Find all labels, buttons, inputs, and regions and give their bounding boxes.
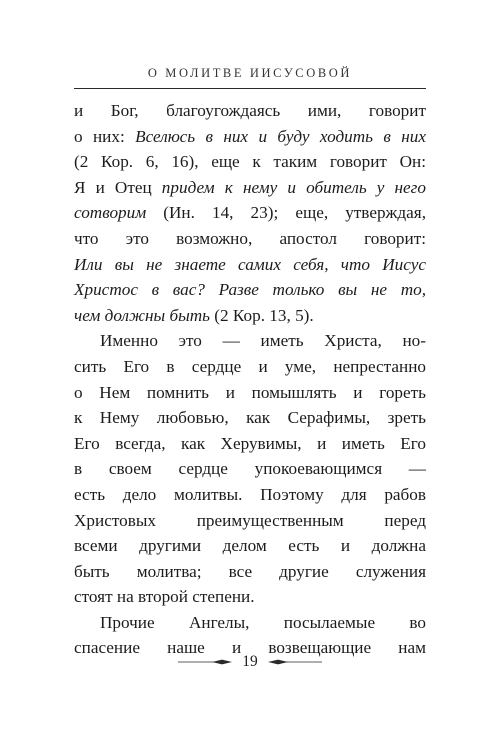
text-line (74, 456, 426, 482)
text-run: Христовых преимущественным перед (74, 510, 426, 530)
italic-quote-text: придем к нему и обитель у него (161, 177, 426, 197)
left-ornament-icon (178, 658, 232, 666)
page-number: 19 (242, 653, 258, 670)
italic-quote-text: Или вы не знаете самих себя, что Иисус (74, 254, 426, 274)
text-line (74, 252, 426, 278)
text-line (74, 277, 426, 303)
text-run: Прочие Ангелы, посылаемые во (100, 612, 426, 632)
text-line (74, 303, 426, 329)
text-run: спасение наше и возвещающие нам (74, 638, 426, 658)
text-run: Я и Отец (74, 177, 162, 197)
italic-quote-text: Христос в вас? Разве только вы не то, (74, 280, 426, 300)
text-line (74, 175, 426, 201)
text-line (74, 226, 426, 252)
text-line (74, 124, 426, 150)
text-line (74, 380, 426, 406)
text-line (74, 98, 426, 124)
text-line (74, 482, 426, 508)
text-line (74, 354, 426, 380)
text-line (74, 610, 426, 636)
running-header: О МОЛИТВЕ ИИСУСОВОЙ (147, 66, 353, 80)
text-line (74, 559, 426, 585)
text-line (74, 149, 426, 175)
text-line (74, 328, 426, 354)
text-run: Именно это — иметь Христа, но- (100, 331, 426, 351)
text-run: в своем сердце упокоевающимся — (74, 459, 426, 479)
italic-quote-text: Вселюсь в них и буду ходить в них (135, 126, 426, 146)
text-run: стоят на второй степени. (74, 587, 255, 607)
text-run: есть дело молитвы. Поэтому для рабов (74, 484, 426, 504)
text-run: сить Его в сердце и уме, непрестанно (74, 356, 426, 376)
text-run: Его всегда, как Херувимы, и иметь Его (74, 433, 426, 453)
page-body-text (74, 98, 426, 661)
text-run: всеми другими делом есть и должна (74, 536, 426, 556)
text-run: (2 Кор. 6, 16), еще к таким говорит Он: (74, 152, 426, 172)
text-run: (Ин. 14, 23); еще, утверждая, (146, 203, 426, 223)
text-run: (2 Кор. 13, 5). (210, 305, 314, 325)
text-line (74, 584, 426, 610)
text-line (74, 508, 426, 534)
right-ornament-icon (268, 658, 322, 666)
text-line (74, 405, 426, 431)
header-rule (74, 88, 426, 89)
text-run: что это возможно, апостол говорит: (74, 228, 426, 248)
page-footer (0, 651, 500, 673)
text-run: о них: (74, 126, 136, 146)
text-run: о Нем помнить и помышлять и гореть (74, 382, 426, 402)
text-line (74, 200, 426, 226)
text-run: быть молитва; все другие служения (74, 561, 426, 581)
italic-quote-text: чем должны быть (74, 305, 210, 325)
text-run: к Нему любовью, как Серафимы, зреть (74, 408, 426, 428)
text-run: и Бог, благоугождаясь ими, говорит (74, 101, 426, 120)
text-line (74, 431, 426, 457)
italic-quote-text: сотворим (74, 203, 147, 223)
text-line (74, 533, 426, 559)
